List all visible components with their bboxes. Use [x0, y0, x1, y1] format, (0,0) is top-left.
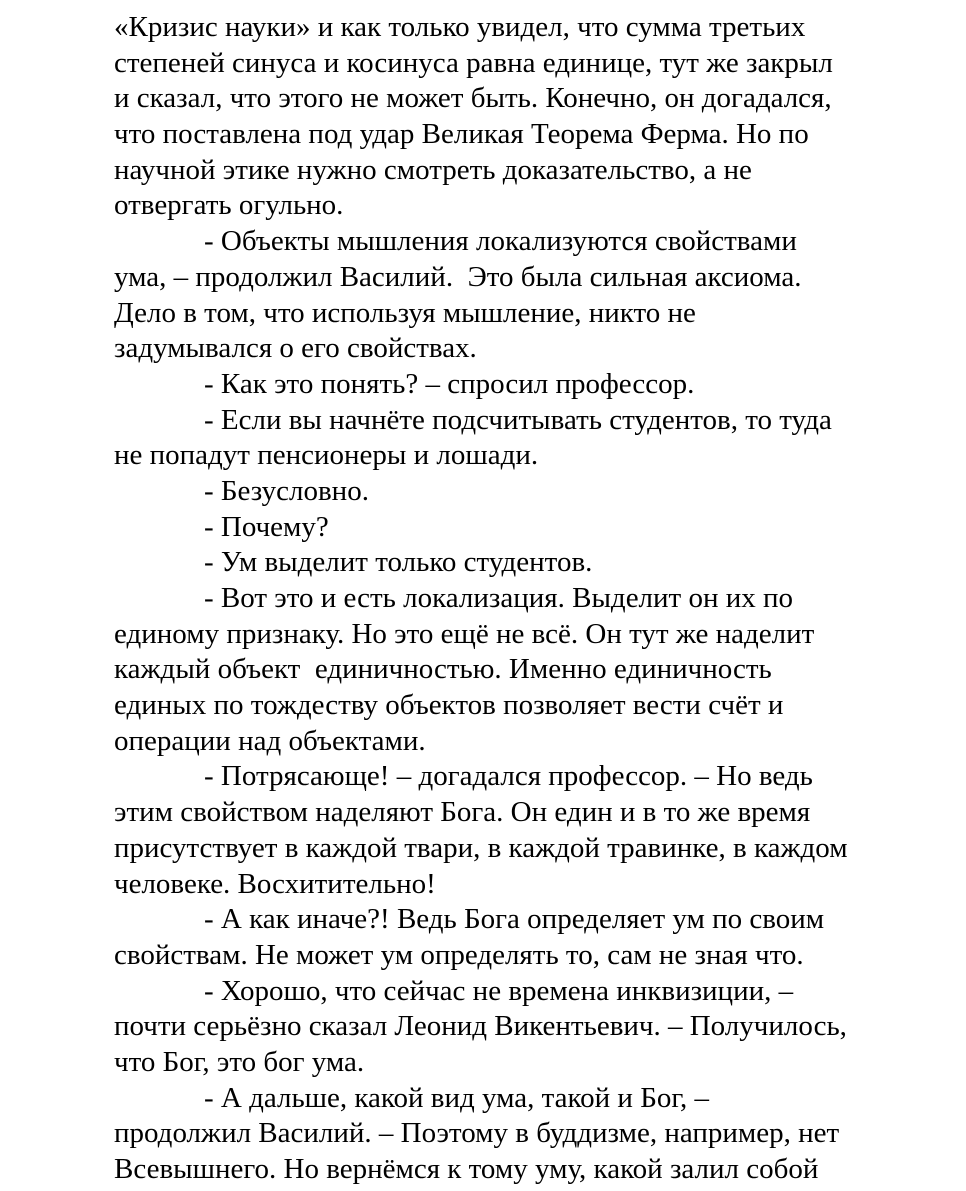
text-line: - Как это понять? – спросил профессор.: [204, 367, 695, 400]
text-line: - Если вы начнёте подсчитывать студентов, то туда: [204, 403, 832, 436]
text-line: продолжил Василий. – Поэтому в буддизме, например, нет: [114, 1117, 840, 1150]
text-line: почти серьёзно сказал Леонид Викентьевич. – Получилось,: [114, 1010, 847, 1043]
text-line: отвергать огульно.: [114, 189, 344, 222]
text-line: этим свойством наделяют Бога. Он един и в то же время: [114, 796, 811, 829]
document-page: [114, 10, 914, 1188]
text-line: - А как иначе?! Ведь Бога определяет ум по своим: [204, 903, 825, 936]
text-line: Дело в том, что используя мышление, никто не: [114, 296, 696, 329]
text-line: операции над объектами.: [114, 724, 426, 757]
text-line: - Объекты мышления локализуются свойствами: [204, 225, 797, 258]
text-line: единых по тождеству объектов позволяет вести счёт и: [114, 689, 784, 722]
text-line: Всевышнего. Но вернёмся к тому уму, какой залил собой: [114, 1153, 819, 1185]
text-line: что Бог, это бог ума.: [114, 1045, 365, 1078]
text-line: и сказал, что этого не может быть. Конечно, он догадался,: [114, 82, 832, 115]
text-line: свойствам. Не может ум определять то, сам не зная что.: [114, 938, 804, 971]
text-line: - Хорошо, что сейчас не времена инквизиции, –: [204, 974, 794, 1007]
text-line: - Вот это и есть локализация. Выделит он их по: [204, 582, 794, 614]
text-line: что поставлена под удар Великая Теорема Ферма. Но по: [114, 118, 809, 151]
text-line: присутствует в каждой твари, в каждой травинке, в каждом: [114, 831, 848, 864]
text-line: степеней синуса и косинуса равна единице, тут же закрыл: [114, 46, 833, 79]
text-line: - Безусловно.: [204, 474, 369, 507]
text-line: «Кризис науки» и как только увидел, что сумма третьих: [114, 11, 806, 43]
text-line: единому признаку. Но это ещё не всё. Он тут же наделит: [114, 617, 815, 650]
text-line: каждый объект единичностью. Именно единичность: [114, 653, 772, 686]
text-line: - Ум выделит только студентов.: [204, 546, 593, 579]
text-line: человеке. Восхитительно!: [114, 867, 436, 900]
text-line: научной этике нужно смотреть доказательство, а не: [114, 153, 752, 186]
text-line: - А дальше, какой вид ума, такой и Бог, –: [204, 1081, 709, 1114]
text-line: - Почему?: [204, 510, 329, 543]
text-line: - Потрясающе! – догадался профессор. – Но ведь: [204, 760, 813, 793]
text-line: ума, – продолжил Василий. Это была сильная аксиома.: [114, 260, 802, 293]
text-line: задумывался о его свойствах.: [114, 332, 477, 365]
text-line: не попадут пенсионеры и лошади.: [114, 439, 539, 472]
